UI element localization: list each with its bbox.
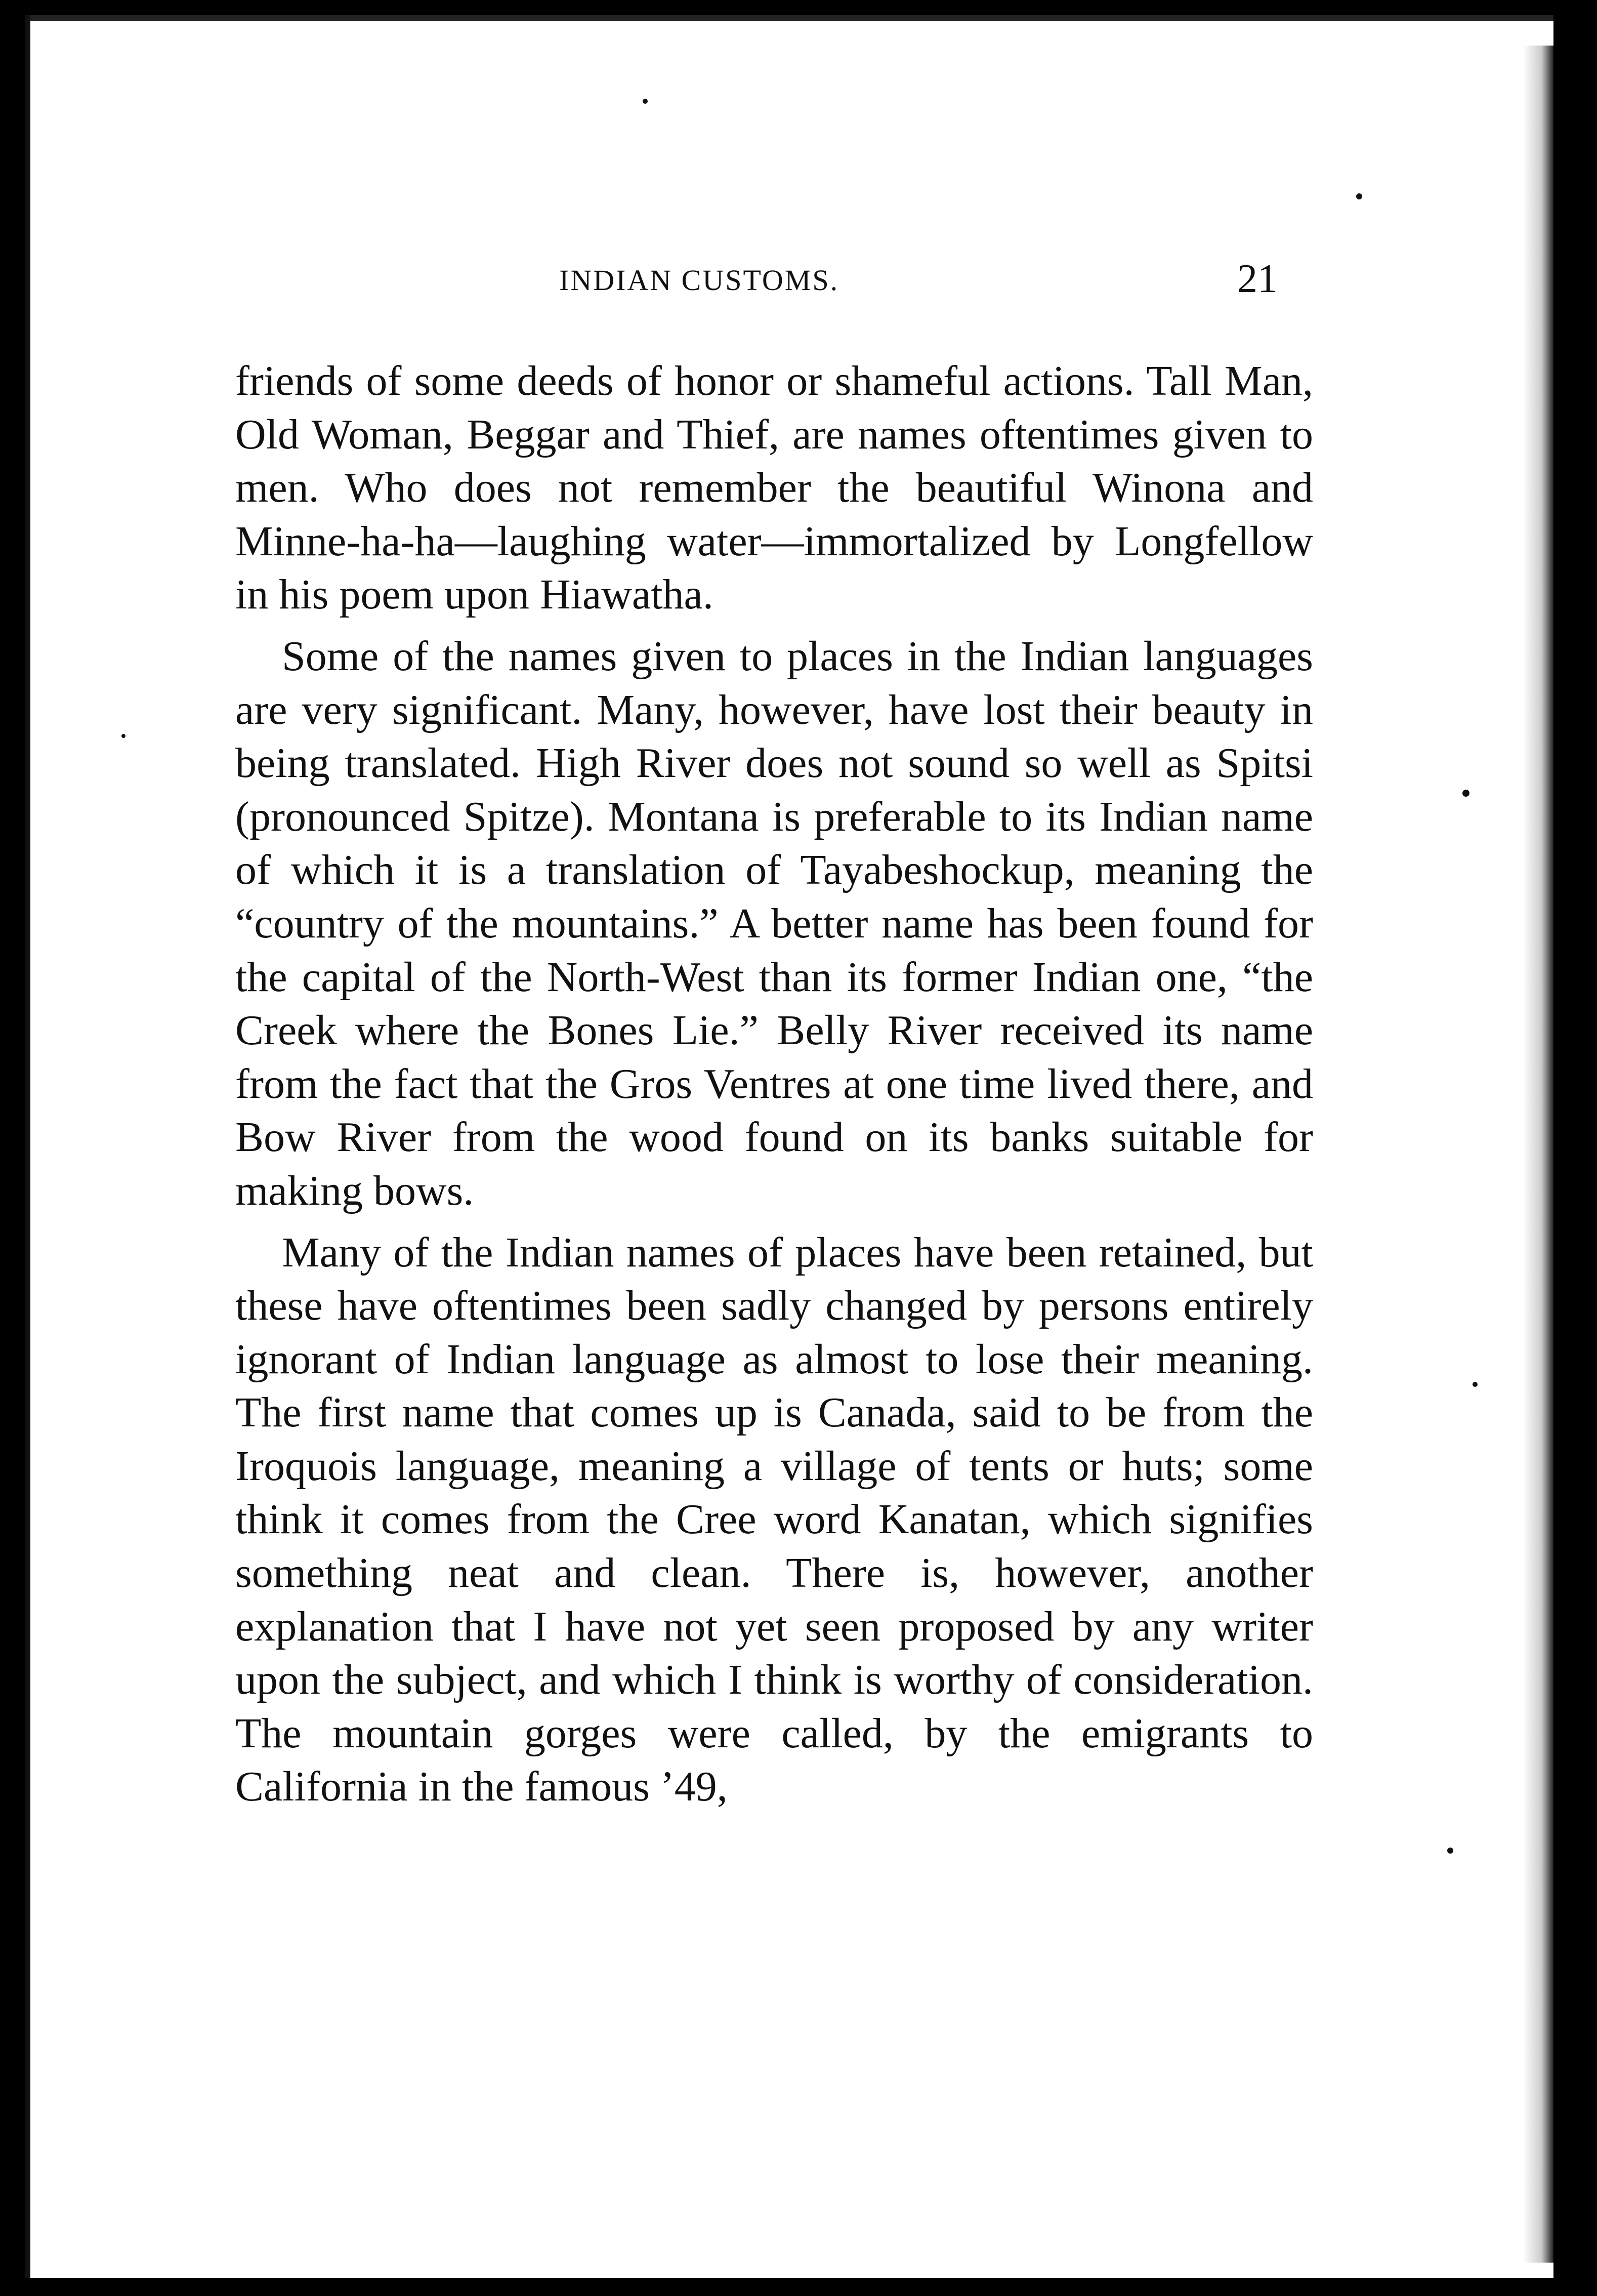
page-right-edge-shadow [1523, 46, 1553, 2263]
paragraph-1: friends of some deeds of honor or shameful actions. Tall Man, Old Woman, Beggar and Thief, are names oftentimes given to men. Who does not remember the beautiful Winona and Minne-ha-ha—laughing water—immortalized by Longfellow in his poem upon Hiawatha. [235, 357, 1313, 619]
scan-speck [121, 734, 125, 738]
paragraph-2: Some of the names given to places in the Indian languages are very significant. Many, however, have lost their beauty in being translated. High River does not sound so well as Spitsi (pronounced Spitze). Montana is preferable to its Indian name of which it is a translation of Tayabeshockup, meaning the “country of the mountains.” A better name has been found for the capital of the North-West than its former Indian one, “the Creek where the Bones Lie.” Belly River received its name from the fact that the Gros Ventres at one time lived there, and Bow River from the wood found on its banks suitable for making bows. [235, 632, 1313, 1214]
scan-speck [1473, 1382, 1478, 1387]
scan-speck [643, 99, 648, 104]
scan-speck [1356, 193, 1362, 199]
running-title: INDIAN CUSTOMS. [559, 264, 839, 297]
page-header [30, 253, 1553, 314]
scan-speck [1447, 1848, 1453, 1854]
page-number: 21 [1237, 257, 1278, 301]
book-page [25, 15, 1553, 2278]
body-text [235, 354, 1313, 1822]
page-top-edge [30, 15, 1553, 21]
paragraph-3: Many of the Indian names of places have been retained, but these have oftentimes been sadly changed by persons entirely ignorant of Indian language as almost to lose their meaning. The first name that comes up is Canada, said to be from the Iroquois language, meaning a village of tents or huts; some think it comes from the Cree word Kanatan, which signifies something neat and clean. There is, however, another explanation that I have not yet seen proposed by any writer upon the subject, and which I think is worthy of consideration. The mountain gorges were called, by the emigrants to California in the famous ’49, [235, 1228, 1313, 1811]
scan-speck [1462, 790, 1469, 797]
